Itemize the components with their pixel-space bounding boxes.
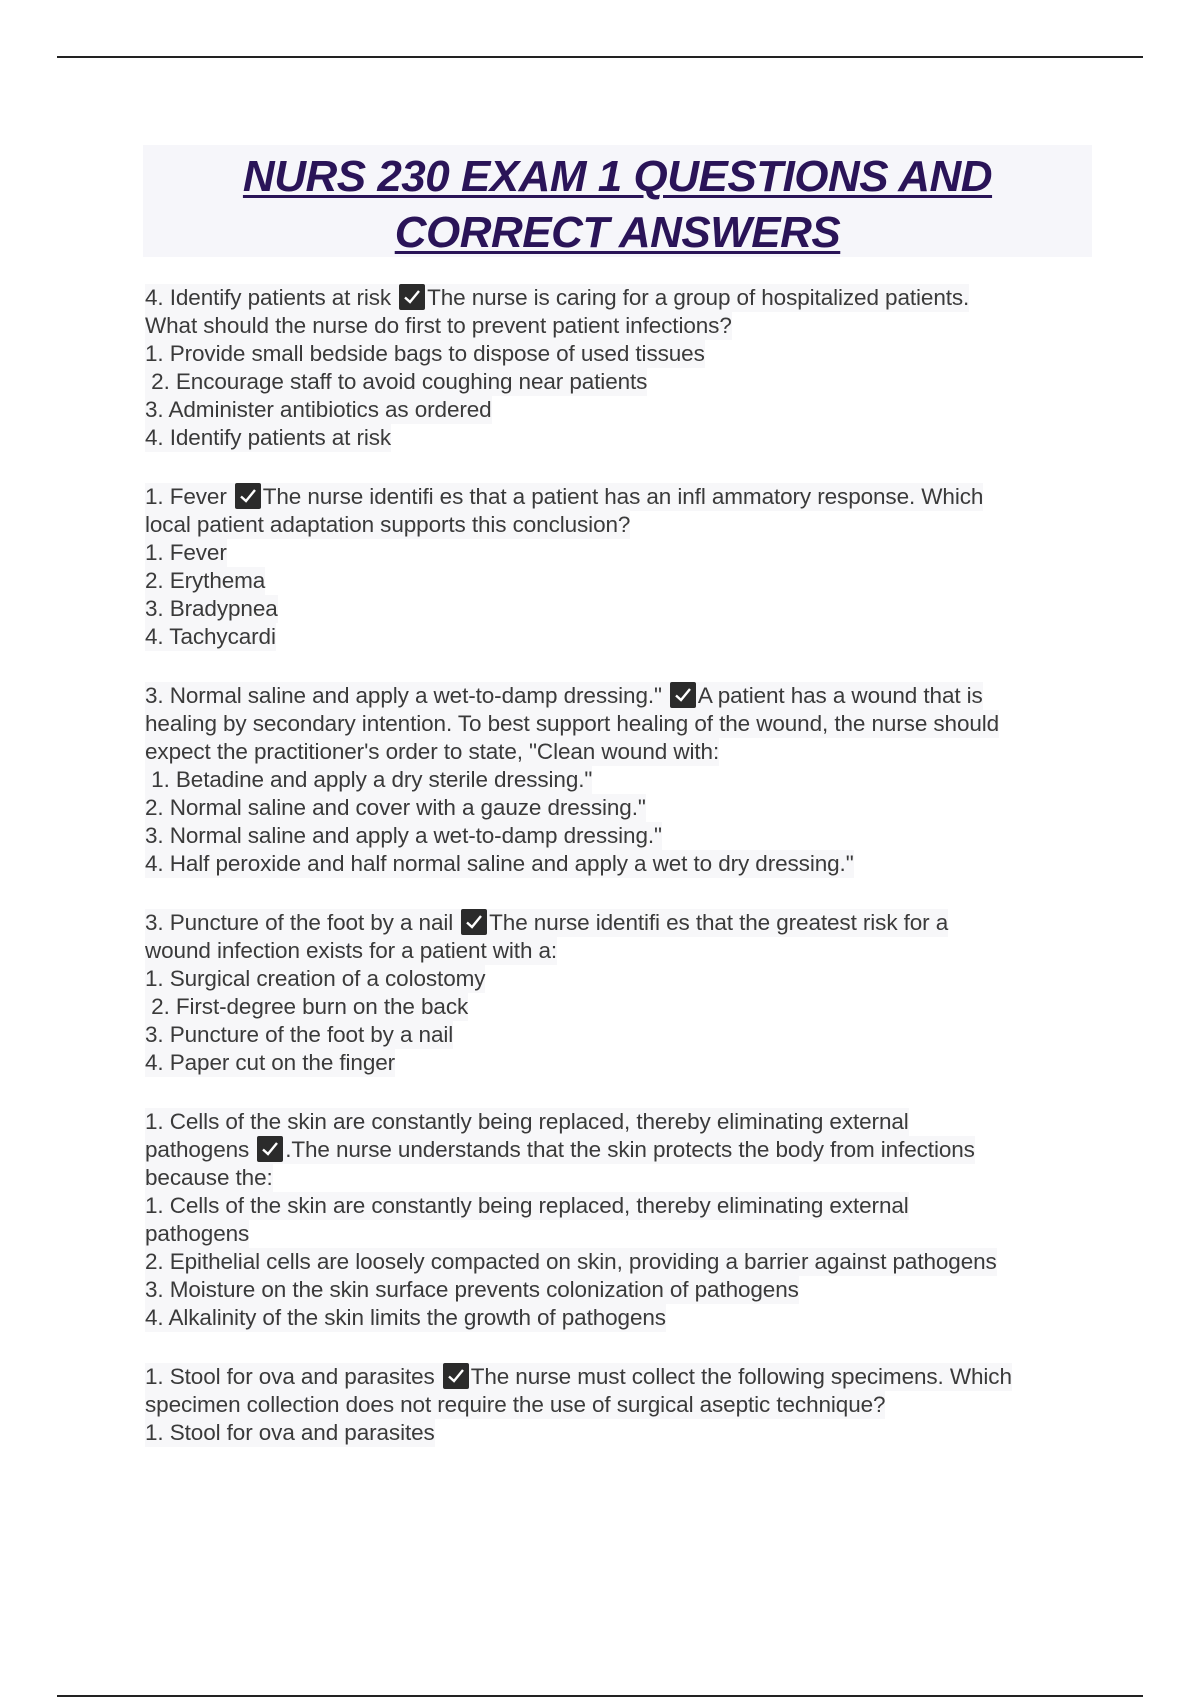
answer-option: 1. Stool for ova and parasites xyxy=(145,1420,435,1445)
document-title xyxy=(143,145,1092,261)
question-stem-line: because the: xyxy=(145,1165,273,1190)
question-stem: The nurse must collect the following specimens. Which xyxy=(470,1364,1012,1389)
question-stem-line: expect the practitioner's order to state, "Clean wound with: xyxy=(145,739,720,764)
question-stem-line: wound infection exists for a patient with a: xyxy=(145,938,558,963)
answer-option: 1. Betadine and apply a dry sterile dressing." xyxy=(145,767,593,792)
answer-option: 3. Moisture on the skin surface prevents colonization of pathogens xyxy=(145,1277,799,1302)
answer-option: 2. Epithelial cells are loosely compacted on skin, providing a barrier against pathogens xyxy=(145,1249,997,1274)
answer-option: 2. Erythema xyxy=(145,568,266,593)
answer-option: 2. First-degree burn on the back xyxy=(145,994,469,1019)
question-header xyxy=(145,284,969,312)
answer-option: 4. Paper cut on the finger xyxy=(145,1050,396,1075)
title-banner xyxy=(143,145,1092,257)
question-block-6 xyxy=(145,1363,1095,1447)
question-header xyxy=(145,1136,975,1164)
title-line-2: CORRECT ANSWERS xyxy=(394,208,841,257)
checkmark-icon xyxy=(235,483,261,509)
question-stem-line: healing by secondary intention. To best support healing of the wound, the nurse should xyxy=(145,711,1000,736)
answer-option: 1. Cells of the skin are constantly being replaced, thereby eliminating external xyxy=(145,1193,909,1218)
questions-list xyxy=(145,284,1095,1478)
correct-answer: 1. Stool for ova and parasites xyxy=(145,1364,435,1389)
answer-option: pathogens xyxy=(145,1221,250,1246)
question-block-4 xyxy=(145,909,1095,1077)
checkmark-icon xyxy=(443,1363,469,1389)
question-block-2 xyxy=(145,483,1095,651)
answer-option: 1. Provide small bedside bags to dispose of used tissues xyxy=(145,341,705,366)
answer-option: 2. Normal saline and cover with a gauze dressing." xyxy=(145,795,646,820)
question-stem: The nurse is caring for a group of hospitalized patients. xyxy=(427,285,970,310)
answer-option: 3. Puncture of the foot by a nail xyxy=(145,1022,454,1047)
question-stem: .The nurse understands that the skin protects the body from infections xyxy=(285,1137,975,1162)
question-block-1 xyxy=(145,284,1095,452)
checkmark-icon xyxy=(257,1136,283,1162)
answer-option: 4. Tachycardi xyxy=(145,624,276,649)
question-stem: The nurse identifi es that a patient has an infl ammatory response. Which xyxy=(262,484,984,509)
top-rule xyxy=(57,56,1143,58)
question-block-3 xyxy=(145,682,1095,878)
answer-option: 4. Identify patients at risk xyxy=(145,425,392,450)
answer-option: 1. Surgical creation of a colostomy xyxy=(145,966,486,991)
answer-option: 3. Administer antibiotics as ordered xyxy=(145,397,492,422)
question-block-5 xyxy=(145,1108,1095,1332)
bottom-rule xyxy=(57,1695,1143,1697)
checkmark-icon xyxy=(399,284,425,310)
correct-answer: 1. Fever xyxy=(145,484,227,509)
answer-option: 2. Encourage staff to avoid coughing near patients xyxy=(145,369,648,394)
answer-option: 1. Fever xyxy=(145,540,227,565)
checkmark-icon xyxy=(670,682,696,708)
correct-answer: 4. Identify patients at risk xyxy=(145,285,392,310)
question-stem-line: What should the nurse do first to prevent patient infections? xyxy=(145,313,732,338)
title-line-1: NURS 230 EXAM 1 QUESTIONS AND xyxy=(242,152,993,201)
question-header xyxy=(145,909,948,937)
question-stem: A patient has a wound that is xyxy=(697,683,983,708)
question-header xyxy=(145,682,983,710)
correct-answer: 3. Puncture of the foot by a nail xyxy=(145,910,454,935)
question-stem-line: local patient adaptation supports this conclusion? xyxy=(145,512,631,537)
question-stem-line: specimen collection does not require the use of surgical aseptic technique? xyxy=(145,1392,886,1417)
question-stem: The nurse identifi es that the greatest risk for a xyxy=(489,910,949,935)
answer-option: 3. Normal saline and apply a wet-to-damp dressing." xyxy=(145,823,662,848)
correct-answer-line: 1. Cells of the skin are constantly being replaced, thereby eliminating external xyxy=(145,1109,909,1134)
answer-option: 3. Bradypnea xyxy=(145,596,278,621)
checkmark-icon xyxy=(461,909,487,935)
correct-answer: 3. Normal saline and apply a wet-to-damp dressing." xyxy=(145,683,662,708)
answer-option: 4. Half peroxide and half normal saline and apply a wet to dry dressing." xyxy=(145,851,854,876)
question-header xyxy=(145,483,983,511)
answer-option: 4. Alkalinity of the skin limits the growth of pathogens xyxy=(145,1305,666,1330)
correct-answer: pathogens xyxy=(145,1137,250,1162)
question-header xyxy=(145,1363,1012,1391)
